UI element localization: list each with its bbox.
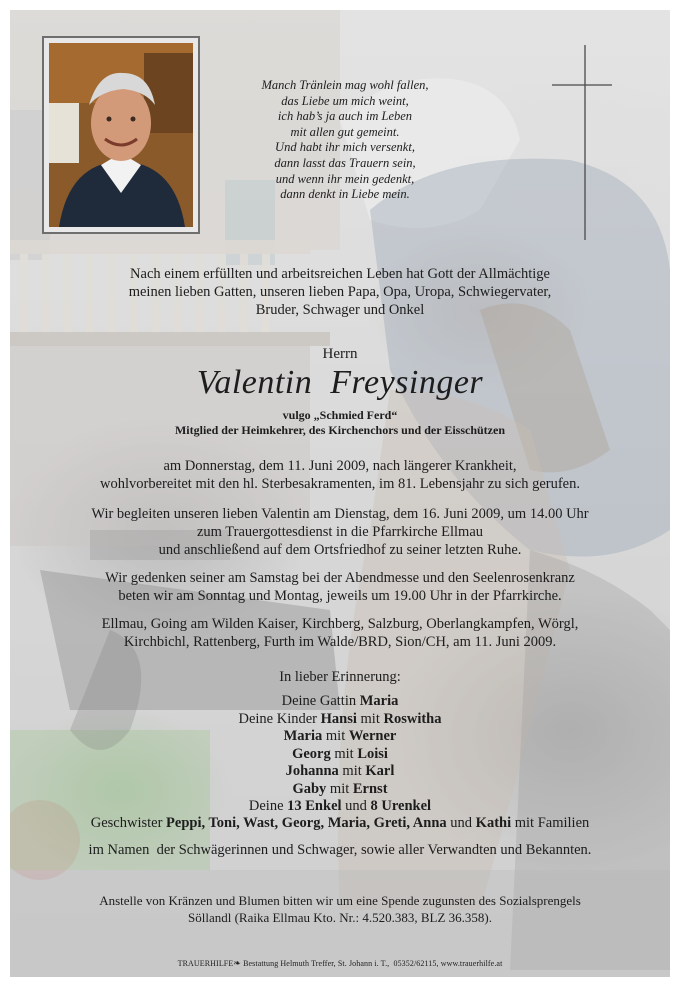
connector: und [446,815,476,831]
deceased-name: Valentin Freysinger [196,364,484,401]
siblings-line [10,815,670,832]
verse-line: ich hab’s ja auch im Leben [277,109,413,124]
death-line: wohlvorbereitet mit den hl. Sterbesakramenten, im 81. Lebensjahr zu sich gerufen. [100,476,580,492]
family-child-line [10,781,670,799]
obituary-card [10,10,670,977]
grandchildren: 13 Enkel [287,798,342,814]
intro-line: Bruder, Schwager und Onkel [255,302,425,318]
family-child-line [10,711,670,729]
family-child-line [10,763,670,781]
verse-line: dann denkt in Liebe mein. [280,187,410,202]
sibling-names: Peppi, Toni, Wast, Georg, Maria, Greti, Anna [166,815,447,831]
verse-line: das Liebe um mich weint, [281,93,409,108]
label: Deine Kinder [238,710,321,727]
places-line: Kirchbichl, Rattenberg, Furth im Walde/BRD, Sion/CH, am 11. Juni 2009. [123,634,557,650]
intro-text [10,265,670,319]
donation-line: Anstelle von Kränzen und Blumen bitten wir um eine Spende zugunsten des Sozialsprengels [99,893,581,908]
child-name: Johanna [285,763,339,779]
verse-line: dann lasst das Trauern sein, [274,155,416,170]
nickname: vulgo „Schmied Ferd“ [282,408,398,422]
family-wife-line [10,693,670,711]
donation-notice [10,893,670,926]
on-behalf-line: im Namen der Schwägerinnen und Schwager, sowie aller Verwandten und Bekannten. [88,842,592,858]
cross-icon [552,45,612,240]
family-child-line [10,728,670,746]
nickname-block [10,408,670,438]
memorial-verse [235,78,455,203]
family-grandchildren-line [10,798,670,816]
portrait-photo [49,43,193,227]
child-name: Gaby [292,780,327,797]
mass-line: Wir gedenken seiner am Samstag bei der Abendmesse und den Seelenrosenkranz [105,570,575,586]
label: Deine Gattin [281,693,360,709]
connector: mit [330,745,358,762]
funeral-notice [10,505,670,559]
wife-name: Maria [359,693,399,709]
partner-name: Werner [348,728,397,744]
connector: mit [326,780,353,797]
suffix: mit Familien [511,815,590,831]
funeral-line: zum Trauergottesdienst in die Pfarrkirche Ellmau [196,524,484,540]
label: Geschwister [90,815,167,831]
connector: mit [338,763,366,779]
verse-line: mit allen gut gemeint. [290,124,400,139]
salutation: Herrn [322,346,358,362]
intro-line: meinen lieben Gatten, unseren lieben Papa, Opa, Uropa, Schwiegervater, [128,284,552,300]
verse-line: und wenn ihr mein gedenkt, [275,171,415,186]
portrait-frame [42,36,200,234]
donation-line: Söllandl (Raika Ellmau Kto. Nr.: 4.520.383, BLZ 36.358). [187,909,493,925]
family-list [10,693,670,816]
footer-logo-icon: ❧ [233,958,241,968]
connector: mit [322,728,349,744]
sibling-last: Kathi [475,815,512,831]
child-name: Maria [283,728,323,744]
verse-line: Und habt ihr mich versenkt, [275,140,415,155]
death-line: am Donnerstag, dem 11. Juni 2009, nach längerer Krankheit, [163,458,517,474]
places-notice [10,615,670,651]
verse-line: Manch Tränlein mag wohl fallen, [261,78,429,92]
partner-name: Roswitha [383,710,442,727]
child-name: Georg [292,745,331,762]
footer-text: Bestattung Helmuth Treffer, St. Johann i. T., 05352/62115, www.trauerhilfe.at [241,959,503,968]
funeral-line: Wir begleiten unseren lieben Valentin am Dienstag, dem 16. Juni 2009, um 14.00 Uhr [91,506,589,522]
family-child-line [10,746,670,764]
partner-name: Karl [365,763,395,779]
funeral-line: und anschließend auf dem Ortsfriedhof zu seiner letzten Ruhe. [158,542,522,558]
label: Deine [248,798,288,814]
memberships: Mitglied der Heimkehrer, des Kirchenchors und der Eisschützen [174,423,505,437]
partner-name: Loisi [357,745,388,762]
intro-line: Nach einem erfüllten und arbeitsreichen Leben hat Gott der Allmächtige [130,266,550,282]
footer-brand: TRAUERHILFE [177,959,234,968]
partner-name: Ernst [352,780,388,797]
places-line: Ellmau, Going am Wilden Kaiser, Kirchberg, Salzburg, Oberlangkampfen, Wörgl, [101,616,579,632]
mass-notice [10,569,670,605]
connector: mit [356,710,384,727]
great-grandchildren: 8 Urenkel [370,798,432,814]
child-name: Hansi [320,710,357,727]
mass-line: beten wir am Sonntag und Montag, jeweils um 19.00 Uhr in der Pfarrkirche. [118,588,562,604]
connector: und [341,798,371,814]
death-notice [10,457,670,493]
remembrance-heading: In lieber Erinnerung: [279,669,401,685]
footer-credit [10,958,670,969]
